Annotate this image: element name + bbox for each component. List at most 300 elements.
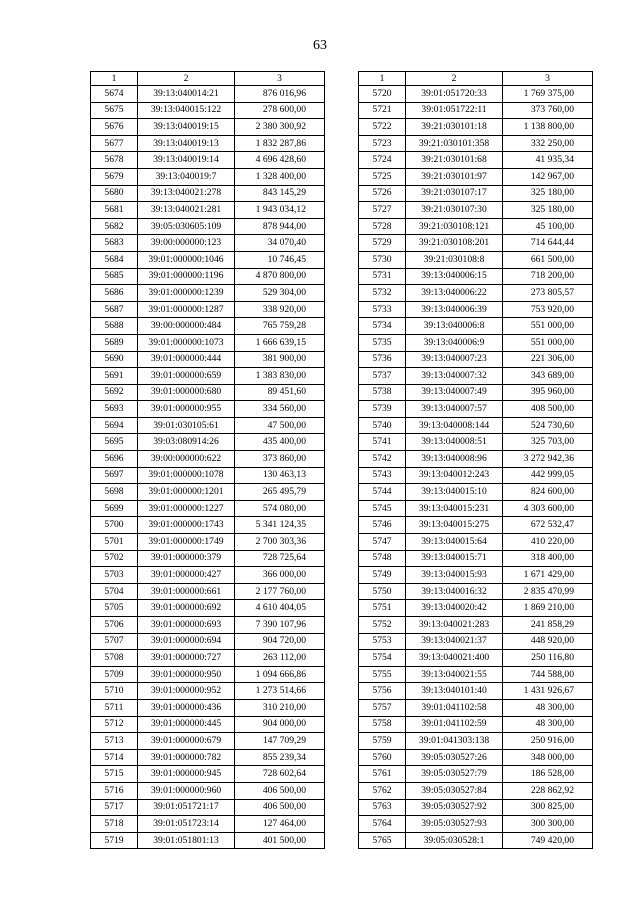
row-number-cell: 5719 (91, 832, 138, 849)
row-number-cell: 5717 (91, 799, 138, 816)
value-cell: 7 390 107,96 (235, 617, 325, 634)
table-row (91, 733, 325, 750)
value-cell: 48 300,00 (503, 699, 593, 716)
value-cell: 728 725,64 (235, 550, 325, 567)
row-number-cell: 5751 (359, 600, 406, 617)
table-row (91, 334, 325, 351)
value-cell: 1 094 666,86 (235, 666, 325, 683)
value-cell: 250 916,00 (503, 733, 593, 750)
cadastral-number-cell: 39:03:080914:26 (138, 434, 235, 451)
cadastral-number-cell: 39:01:000000:427 (138, 567, 235, 584)
table-row (359, 301, 593, 318)
cadastral-number-cell: 39:05:030527:92 (406, 799, 503, 816)
row-number-cell: 5752 (359, 617, 406, 634)
cadastral-number-cell: 39:13:040015:93 (406, 567, 503, 584)
cadastral-number-cell: 39:00:000000:622 (138, 451, 235, 468)
right-table-body (359, 86, 593, 849)
value-cell: 551 000,00 (503, 318, 593, 335)
page-number: 63 (313, 38, 327, 53)
table-row (91, 517, 325, 534)
table-row (91, 185, 325, 202)
table-row (359, 567, 593, 584)
table-row (91, 135, 325, 152)
cadastral-number-cell: 39:01:041102:59 (406, 716, 503, 733)
row-number-cell: 5763 (359, 799, 406, 816)
cadastral-number-cell: 39:13:040006:22 (406, 285, 503, 302)
value-cell: 408 500,00 (503, 401, 593, 418)
row-number-cell: 5732 (359, 285, 406, 302)
table-row (359, 699, 593, 716)
row-number-cell: 5723 (359, 135, 406, 152)
row-number-cell: 5695 (91, 434, 138, 451)
table-row (91, 119, 325, 136)
row-number-cell: 5681 (91, 202, 138, 219)
table-row (91, 235, 325, 252)
value-cell: 265 495,79 (235, 484, 325, 501)
row-number-cell: 5704 (91, 583, 138, 600)
value-cell: 672 532,47 (503, 517, 593, 534)
table-row (359, 550, 593, 567)
row-number-cell: 5739 (359, 401, 406, 418)
row-number-cell: 5692 (91, 384, 138, 401)
row-number-cell: 5765 (359, 832, 406, 849)
row-number-cell: 5731 (359, 268, 406, 285)
header-col-2: 2 (138, 72, 235, 86)
cadastral-number-cell: 39:01:000000:1196 (138, 268, 235, 285)
cadastral-number-cell: 39:13:040021:278 (138, 185, 235, 202)
value-cell: 904 000,00 (235, 716, 325, 733)
cadastral-number-cell: 39:01:000000:950 (138, 666, 235, 683)
cadastral-number-cell: 39:13:040019:15 (138, 119, 235, 136)
table-row (359, 401, 593, 418)
cadastral-number-cell: 39:01:000000:679 (138, 733, 235, 750)
table-row (359, 799, 593, 816)
table-row (91, 550, 325, 567)
value-cell: 332 250,00 (503, 135, 593, 152)
row-number-cell: 5698 (91, 484, 138, 501)
cadastral-number-cell: 39:01:000000:693 (138, 617, 235, 634)
row-number-cell: 5690 (91, 351, 138, 368)
cadastral-number-cell: 39:01:051801:13 (138, 832, 235, 849)
row-number-cell: 5733 (359, 301, 406, 318)
row-number-cell: 5708 (91, 650, 138, 667)
cadastral-number-cell: 39:13:040006:8 (406, 318, 503, 335)
row-number-cell: 5738 (359, 384, 406, 401)
row-number-cell: 5746 (359, 517, 406, 534)
table-row (359, 135, 593, 152)
cadastral-number-cell: 39:13:040015:231 (406, 500, 503, 517)
row-number-cell: 5753 (359, 633, 406, 650)
table-row (91, 318, 325, 335)
cadastral-number-cell: 39:05:030528:1 (406, 832, 503, 849)
row-number-cell: 5750 (359, 583, 406, 600)
cadastral-number-cell: 39:01:000000:692 (138, 600, 235, 617)
cadastral-number-cell: 39:13:040015:122 (138, 102, 235, 119)
row-number-cell: 5725 (359, 168, 406, 185)
table-row (91, 351, 325, 368)
cadastral-number-cell: 39:13:040021:281 (138, 202, 235, 219)
row-number-cell: 5688 (91, 318, 138, 335)
cadastral-number-cell: 39:13:040021:400 (406, 650, 503, 667)
cadastral-number-cell: 39:01:000000:955 (138, 401, 235, 418)
value-cell: 45 100,00 (503, 218, 593, 235)
value-cell: 127 464,00 (235, 816, 325, 833)
cadastral-number-cell: 39:01:051722:11 (406, 102, 503, 119)
value-cell: 718 200,00 (503, 268, 593, 285)
value-cell: 406 500,00 (235, 782, 325, 799)
cadastral-number-cell: 39:13:040007:32 (406, 368, 503, 385)
table-row (359, 749, 593, 766)
cadastral-number-cell: 39:13:040019:14 (138, 152, 235, 169)
value-cell: 728 602,64 (235, 766, 325, 783)
table-row (91, 633, 325, 650)
row-number-cell: 5734 (359, 318, 406, 335)
row-number-cell: 5729 (359, 235, 406, 252)
table-row (359, 334, 593, 351)
cadastral-number-cell: 39:01:051721:17 (138, 799, 235, 816)
cadastral-number-cell: 39:21:030101:18 (406, 119, 503, 136)
table-row (91, 417, 325, 434)
row-number-cell: 5694 (91, 417, 138, 434)
table-row (359, 666, 593, 683)
row-number-cell: 5689 (91, 334, 138, 351)
row-number-cell: 5759 (359, 733, 406, 750)
row-number-cell: 5758 (359, 716, 406, 733)
cadastral-number-cell: 39:13:040019:7 (138, 168, 235, 185)
cadastral-number-cell: 39:21:030108:201 (406, 235, 503, 252)
cadastral-number-cell: 39:01:000000:680 (138, 384, 235, 401)
table-row (359, 832, 593, 849)
table-row (91, 102, 325, 119)
row-number-cell: 5701 (91, 534, 138, 551)
cadastral-number-cell: 39:21:030108:8 (406, 251, 503, 268)
cadastral-number-cell: 39:13:040008:96 (406, 451, 503, 468)
row-number-cell: 5715 (91, 766, 138, 783)
value-cell: 325 180,00 (503, 202, 593, 219)
value-cell: 744 588,00 (503, 666, 593, 683)
table-row (91, 285, 325, 302)
value-cell: 263 112,00 (235, 650, 325, 667)
value-cell: 1 138 800,00 (503, 119, 593, 136)
value-cell: 221 306,00 (503, 351, 593, 368)
table-row (359, 202, 593, 219)
value-cell: 5 341 124,35 (235, 517, 325, 534)
table-row (359, 235, 593, 252)
row-number-cell: 5760 (359, 749, 406, 766)
row-number-cell: 5686 (91, 285, 138, 302)
value-cell: 48 300,00 (503, 716, 593, 733)
table-row (359, 434, 593, 451)
table-row (91, 484, 325, 501)
header-col-2: 2 (406, 72, 503, 86)
value-cell: 381 900,00 (235, 351, 325, 368)
value-cell: 824 600,00 (503, 484, 593, 501)
table-row (91, 683, 325, 700)
table-row (91, 816, 325, 833)
cadastral-number-cell: 39:21:030101:97 (406, 168, 503, 185)
row-number-cell: 5727 (359, 202, 406, 219)
row-number-cell: 5761 (359, 766, 406, 783)
row-number-cell: 5737 (359, 368, 406, 385)
right-table-header (359, 72, 593, 86)
table-row (91, 152, 325, 169)
table-row (359, 318, 593, 335)
row-number-cell: 5762 (359, 782, 406, 799)
header-col-1: 1 (91, 72, 138, 86)
value-cell: 241 858,29 (503, 617, 593, 634)
cadastral-number-cell: 39:13:040015:71 (406, 550, 503, 567)
cadastral-number-cell: 39:01:051723:14 (138, 816, 235, 833)
table-row (91, 650, 325, 667)
cadastral-number-cell: 39:13:040015:275 (406, 517, 503, 534)
row-number-cell: 5742 (359, 451, 406, 468)
cadastral-number-cell: 39:01:000000:727 (138, 650, 235, 667)
value-cell: 410 220,00 (503, 534, 593, 551)
value-cell: 442 999,05 (503, 467, 593, 484)
table-row (91, 384, 325, 401)
value-cell: 310 210,00 (235, 699, 325, 716)
table-row (91, 301, 325, 318)
value-cell: 2 380 300,92 (235, 119, 325, 136)
row-number-cell: 5754 (359, 650, 406, 667)
value-cell: 228 862,92 (503, 782, 593, 799)
table-row (359, 152, 593, 169)
value-cell: 1 431 926,67 (503, 683, 593, 700)
row-number-cell: 5741 (359, 434, 406, 451)
value-cell: 273 805,57 (503, 285, 593, 302)
cadastral-number-cell: 39:01:000000:444 (138, 351, 235, 368)
cadastral-number-cell: 39:13:040020:42 (406, 600, 503, 617)
value-cell: 130 463,13 (235, 467, 325, 484)
cadastral-number-cell: 39:01:051720:33 (406, 86, 503, 103)
cadastral-number-cell: 39:01:000000:782 (138, 749, 235, 766)
cadastral-number-cell: 39:13:040006:15 (406, 268, 503, 285)
row-number-cell: 5747 (359, 534, 406, 551)
cadastral-number-cell: 39:13:040016:32 (406, 583, 503, 600)
row-number-cell: 5680 (91, 185, 138, 202)
table-row (91, 567, 325, 584)
cadastral-number-cell: 39:21:030107:30 (406, 202, 503, 219)
value-cell: 878 944,00 (235, 218, 325, 235)
table-row (91, 268, 325, 285)
value-cell: 529 304,00 (235, 285, 325, 302)
value-cell: 1 832 287,86 (235, 135, 325, 152)
row-number-cell: 5736 (359, 351, 406, 368)
row-number-cell: 5693 (91, 401, 138, 418)
value-cell: 448 920,00 (503, 633, 593, 650)
cadastral-number-cell: 39:13:040008:51 (406, 434, 503, 451)
table-row (359, 351, 593, 368)
row-number-cell: 5675 (91, 102, 138, 119)
cadastral-number-cell: 39:01:000000:1078 (138, 467, 235, 484)
row-number-cell: 5700 (91, 517, 138, 534)
cadastral-number-cell: 39:13:040021:55 (406, 666, 503, 683)
table-row (91, 368, 325, 385)
table-row (359, 650, 593, 667)
row-number-cell: 5706 (91, 617, 138, 634)
right-table (358, 71, 593, 849)
cadastral-number-cell: 39:13:040012:243 (406, 467, 503, 484)
table-row (91, 168, 325, 185)
header-col-1: 1 (359, 72, 406, 86)
value-cell: 1 943 034,12 (235, 202, 325, 219)
row-number-cell: 5710 (91, 683, 138, 700)
value-cell: 325 703,00 (503, 434, 593, 451)
value-cell: 373 760,00 (503, 102, 593, 119)
value-cell: 876 016,96 (235, 86, 325, 103)
value-cell: 3 272 942,36 (503, 451, 593, 468)
left-table-header (91, 72, 325, 86)
row-number-cell: 5735 (359, 334, 406, 351)
value-cell: 300 300,00 (503, 816, 593, 833)
value-cell: 395 960,00 (503, 384, 593, 401)
table-row (359, 484, 593, 501)
row-number-cell: 5740 (359, 417, 406, 434)
cadastral-number-cell: 39:13:040019:13 (138, 135, 235, 152)
table-row (359, 782, 593, 799)
table-row (91, 832, 325, 849)
table-row (91, 799, 325, 816)
value-cell: 435 400,00 (235, 434, 325, 451)
cadastral-number-cell: 39:21:030107:17 (406, 185, 503, 202)
table-row (359, 218, 593, 235)
row-number-cell: 5748 (359, 550, 406, 567)
cadastral-number-cell: 39:01:000000:659 (138, 368, 235, 385)
table-row (359, 185, 593, 202)
value-cell: 47 500,00 (235, 417, 325, 434)
value-cell: 186 528,00 (503, 766, 593, 783)
cadastral-number-cell: 39:05:030527:93 (406, 816, 503, 833)
row-number-cell: 5687 (91, 301, 138, 318)
table-row (359, 86, 593, 103)
value-cell: 1 769 375,00 (503, 86, 593, 103)
row-number-cell: 5757 (359, 699, 406, 716)
table-row (359, 268, 593, 285)
table-row (91, 86, 325, 103)
row-number-cell: 5702 (91, 550, 138, 567)
table-row (359, 716, 593, 733)
row-number-cell: 5696 (91, 451, 138, 468)
cadastral-number-cell: 39:01:041303:138 (406, 733, 503, 750)
cadastral-number-cell: 39:13:040008:144 (406, 417, 503, 434)
table-row (359, 534, 593, 551)
value-cell: 147 709,29 (235, 733, 325, 750)
value-cell: 749 420,00 (503, 832, 593, 849)
cadastral-number-cell: 39:01:000000:1287 (138, 301, 235, 318)
cadastral-number-cell: 39:05:030527:84 (406, 782, 503, 799)
value-cell: 714 644,44 (503, 235, 593, 252)
table-row (359, 251, 593, 268)
table-row (359, 683, 593, 700)
row-number-cell: 5712 (91, 716, 138, 733)
table-row (91, 617, 325, 634)
row-number-cell: 5720 (359, 86, 406, 103)
value-cell: 661 500,00 (503, 251, 593, 268)
cadastral-number-cell: 39:01:000000:1073 (138, 334, 235, 351)
row-number-cell: 5684 (91, 251, 138, 268)
value-cell: 406 500,00 (235, 799, 325, 816)
cadastral-number-cell: 39:13:040101:40 (406, 683, 503, 700)
value-cell: 10 746,45 (235, 251, 325, 268)
row-number-cell: 5714 (91, 749, 138, 766)
cadastral-number-cell: 39:01:000000:445 (138, 716, 235, 733)
table-row (359, 285, 593, 302)
row-number-cell: 5744 (359, 484, 406, 501)
value-cell: 343 689,00 (503, 368, 593, 385)
row-number-cell: 5728 (359, 218, 406, 235)
cadastral-number-cell: 39:05:030527:79 (406, 766, 503, 783)
row-number-cell: 5716 (91, 782, 138, 799)
row-number-cell: 5756 (359, 683, 406, 700)
table-row (91, 218, 325, 235)
value-cell: 4 870 800,00 (235, 268, 325, 285)
row-number-cell: 5674 (91, 86, 138, 103)
cadastral-number-cell: 39:01:000000:379 (138, 550, 235, 567)
table-row (359, 500, 593, 517)
table-row (359, 633, 593, 650)
row-number-cell: 5711 (91, 699, 138, 716)
cadastral-number-cell: 39:01:000000:1046 (138, 251, 235, 268)
row-number-cell: 5749 (359, 567, 406, 584)
value-cell: 325 180,00 (503, 185, 593, 202)
value-cell: 2 177 760,00 (235, 583, 325, 600)
value-cell: 34 070,40 (235, 235, 325, 252)
table-row (91, 202, 325, 219)
value-cell: 4 303 600,00 (503, 500, 593, 517)
value-cell: 1 383 830,00 (235, 368, 325, 385)
table-row (91, 251, 325, 268)
cadastral-number-cell: 39:01:000000:1239 (138, 285, 235, 302)
cadastral-number-cell: 39:01:000000:436 (138, 699, 235, 716)
table-row (359, 816, 593, 833)
value-cell: 2 835 470,99 (503, 583, 593, 600)
cadastral-number-cell: 39:00:000000:484 (138, 318, 235, 335)
cadastral-number-cell: 39:00:000000:123 (138, 235, 235, 252)
row-number-cell: 5709 (91, 666, 138, 683)
table-row (359, 583, 593, 600)
table-row (91, 600, 325, 617)
row-number-cell: 5713 (91, 733, 138, 750)
value-cell: 904 720,00 (235, 633, 325, 650)
cadastral-number-cell: 39:01:000000:945 (138, 766, 235, 783)
row-number-cell: 5697 (91, 467, 138, 484)
value-cell: 855 239,34 (235, 749, 325, 766)
value-cell: 278 600,00 (235, 102, 325, 119)
value-cell: 366 000,00 (235, 567, 325, 584)
left-table (90, 71, 325, 849)
row-number-cell: 5724 (359, 152, 406, 169)
table-row (359, 451, 593, 468)
table-row (91, 782, 325, 799)
value-cell: 318 400,00 (503, 550, 593, 567)
value-cell: 1 671 429,00 (503, 567, 593, 584)
table-row (359, 368, 593, 385)
value-cell: 338 920,00 (235, 301, 325, 318)
table-row (91, 434, 325, 451)
value-cell: 753 920,00 (503, 301, 593, 318)
row-number-cell: 5678 (91, 152, 138, 169)
cadastral-number-cell: 39:13:040006:9 (406, 334, 503, 351)
cadastral-number-cell: 39:05:030605:109 (138, 218, 235, 235)
value-cell: 1 869 210,00 (503, 600, 593, 617)
cadastral-number-cell: 39:13:040021:37 (406, 633, 503, 650)
cadastral-number-cell: 39:01:030105:61 (138, 417, 235, 434)
value-cell: 1 328 400,00 (235, 168, 325, 185)
cadastral-number-cell: 39:01:000000:1201 (138, 484, 235, 501)
value-cell: 2 700 303,36 (235, 534, 325, 551)
table-row (91, 500, 325, 517)
value-cell: 41 935,34 (503, 152, 593, 169)
